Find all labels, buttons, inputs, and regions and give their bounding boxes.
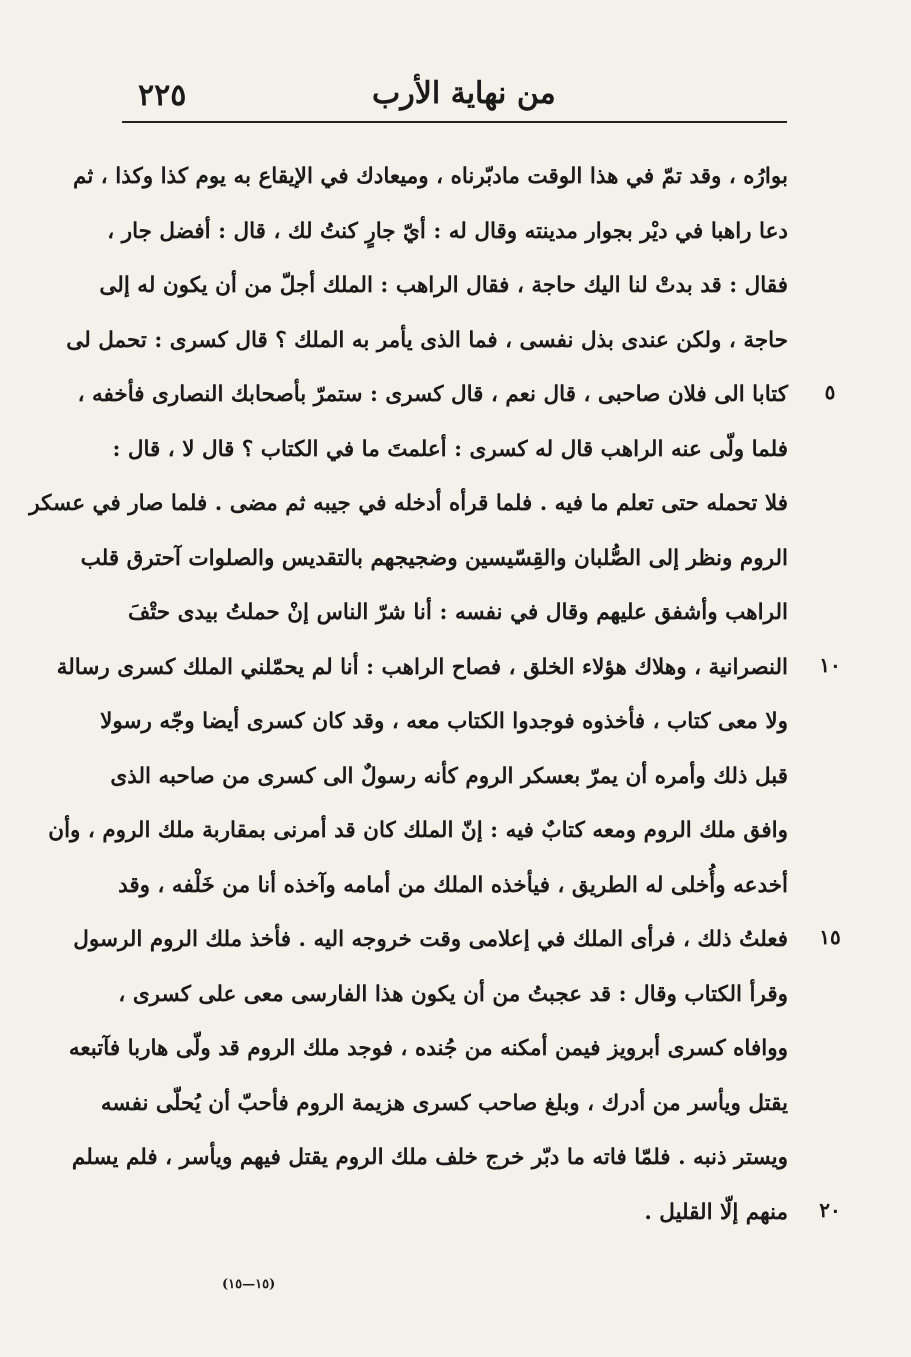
text-line: فقال : قد بدتْ لنا اليك حاجة ، فقال الراهب : الملك أجلّ من أن يكون له إلى — [99, 273, 788, 298]
text-line: يقتل ويأسر من أدرك ، وبلغ صاحب كسرى هزيمة الروم فأحبّ أن يُحلّى نفسه — [100, 1090, 788, 1116]
text-line: الروم ونظر إلى الصُّلبان والقِسّيسين وضجيجهم بالتقديس والصلوات آحترق قلب — [80, 545, 788, 571]
page-number: ٢٢٥ — [138, 78, 187, 113]
text-line: النصرانية ، وهلاك هؤلاء الخلق ، فصاح الراهب : أنا لم يحمّلني الملك كسرى رسالة — [56, 654, 788, 680]
text-line: فعلتُ ذلك ، فرأى الملك في إعلامى وقت خروجه اليه . فأخذ ملك الروم الرسول — [73, 927, 788, 952]
line-number: ١٥ — [819, 925, 841, 949]
text-line: فلا تحمله حتى تعلم ما فيه . فلما قرأه أدخله في جيبه ثم مضى . فلما صار في عسكر — [29, 491, 788, 516]
line-number: ٢٠ — [819, 1197, 841, 1222]
text-line: وافق ملك الروم ومعه كتابٌ فيه : إنّ الملك كان قد أمرنى بمقاربة ملك الروم ، وأن — [48, 818, 788, 843]
text-line: فلما ولّى عنه الراهب قال له كسرى : أعلمتَ ما في الكتاب ؟ قال لا ، قال : — [112, 436, 788, 462]
header-rule — [122, 121, 787, 123]
text-line: وقرأ الكتاب وقال : قد عجبتُ من أن يكون هذا الفارسى معى على كسرى ، — [118, 981, 788, 1007]
line-number: ١٠ — [819, 652, 841, 677]
body-text — [29, 150, 788, 1240]
text-line: ويستر ذنبه . فلمّا فاته ما دبّر خرج خلف ملك الروم يقتل فيهم ويأسر ، فلم يسلم — [71, 1145, 788, 1170]
running-title: من نهاية الأرب — [372, 76, 556, 111]
text-line: الراهب وأشفق عليهم وقال في نفسه : أنا شرّ الناس إنْ حملتُ بيدى حتْفَ — [128, 600, 788, 625]
text-line: منهم إلّا القليل . — [644, 1199, 788, 1225]
text-line: حاجة ، ولكن عندى بذل نفسى ، فما الذى يأمر به الملك ؟ قال كسرى : تحمل لى — [66, 327, 788, 353]
text-line: أخدعه وأُخلى له الطريق ، فيأخذه الملك من أمامه وآخذه أنا من خَلْفه ، وقد — [118, 872, 788, 898]
text-line: بوارُه ، وقد تمّ في هذا الوقت مادبّرناه ، وميعادك في الإيقاع به يوم كذا وكذا ، ثم — [73, 164, 788, 189]
line-number: ٥ — [824, 380, 836, 404]
text-line: ووافاه كسرى أبرويز فيمن أمكنه من جُنده ، فوجد ملك الروم قد ولّى هاربا فآتبعه — [68, 1036, 788, 1061]
page-header — [0, 0, 911, 130]
text-line: قبل ذلك وأمره أن يمرّ بعسكر الروم كأنه رسولٌ الى كسرى من صاحبه الذى — [110, 763, 788, 789]
text-line: دعا راهبا في ديْر بجوار مدينته وقال له : أيّ جارٍ كنتُ لك ، قال : أفضل جار ، — [107, 218, 788, 244]
text-line: كتابا الى فلان صاحبى ، قال نعم ، قال كسرى : ستمرّ بأصحابك النصارى فأخفه ، — [77, 382, 788, 407]
text-line: ولا معى كتاب ، فأخذوه فوجدوا الكتاب معه ، وقد كان كسرى أيضا وجّه رسولا — [100, 709, 788, 734]
printer-signature: (١٥—١٥) — [222, 1277, 276, 1292]
